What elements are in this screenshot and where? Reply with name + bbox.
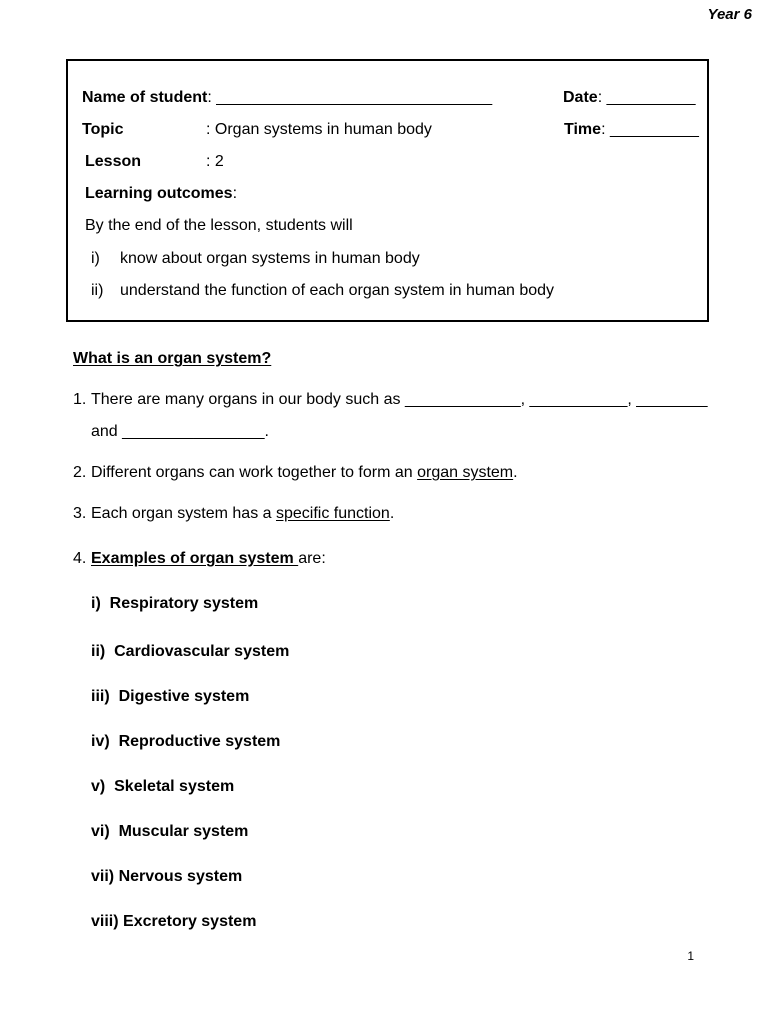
item-2-pre: Different organs can work together to form an <box>91 464 418 481</box>
item-4-post: are: <box>298 550 326 567</box>
item-2-post: . <box>513 464 518 481</box>
system-number: ii) <box>91 643 106 660</box>
organ-system-item <box>91 689 249 705</box>
lesson-value: : 2 <box>206 153 224 170</box>
system-name: Respiratory system <box>109 595 259 612</box>
learning-outcomes-heading <box>85 186 237 202</box>
list-number: 3. <box>73 505 87 522</box>
outcomes-colon: : <box>232 185 238 202</box>
organ-system-item <box>91 869 242 885</box>
time-blank: : __________ <box>601 121 699 138</box>
date-field <box>563 90 696 106</box>
list-number: 2. <box>73 464 87 481</box>
page-number: 1 <box>687 949 694 963</box>
topic-value: : Organ systems in human body <box>206 121 432 138</box>
system-number: vi) <box>91 823 110 840</box>
time-field <box>564 122 699 138</box>
outcomes-label: Learning outcomes <box>85 185 233 202</box>
examples-heading: Examples of organ system <box>91 550 299 567</box>
system-number: iii) <box>91 688 110 705</box>
date-blank: : __________ <box>597 89 696 106</box>
outcome-text: know about organ systems in human body <box>120 250 420 267</box>
system-number: v) <box>91 778 106 795</box>
item-4-text <box>91 551 326 567</box>
list-number: 4. <box>73 550 87 567</box>
outcome-number: i) <box>91 250 100 267</box>
topic-label: Topic <box>82 121 124 138</box>
specific-function-term: specific function <box>275 505 390 522</box>
system-name: Digestive system <box>118 688 250 705</box>
item-1-line-1: There are many organs in our body such as _____________, ___________, ________ <box>91 391 708 408</box>
system-name: Skeletal system <box>114 778 235 795</box>
organ-system-item <box>91 734 280 750</box>
lesson-label: Lesson <box>85 153 142 170</box>
organ-system-item <box>91 596 258 612</box>
outcome-number: ii) <box>91 282 104 299</box>
organ-system-term: organ system <box>417 464 514 481</box>
system-number: viii) <box>91 913 119 930</box>
system-name: Nervous system <box>118 868 243 885</box>
item-3-pre: Each organ system has a <box>91 505 276 522</box>
time-label: Time <box>564 121 602 138</box>
outcomes-intro: By the end of the lesson, students will <box>85 217 353 234</box>
system-name: Reproductive system <box>118 733 281 750</box>
name-label: Name of student <box>82 89 208 106</box>
system-name: Muscular system <box>118 823 249 840</box>
system-name: Excretory system <box>123 913 257 930</box>
list-number: 1. <box>73 391 87 408</box>
system-name: Cardiovascular system <box>114 643 290 660</box>
year-label: Year 6 <box>707 6 752 23</box>
organ-system-item <box>91 644 289 660</box>
system-number: vii) <box>91 868 115 885</box>
name-of-student-field <box>82 90 492 106</box>
system-number: iv) <box>91 733 110 750</box>
system-number: i) <box>91 595 101 612</box>
item-3-post: . <box>389 505 395 522</box>
name-blank: : _______________________________ <box>207 89 493 106</box>
organ-system-item <box>91 914 256 930</box>
item-2-text <box>91 465 518 481</box>
item-3-text <box>91 506 394 522</box>
item-1-line-2: and ________________. <box>91 423 269 440</box>
date-label: Date <box>563 89 598 106</box>
organ-system-item <box>91 779 234 795</box>
outcome-text: understand the function of each organ system in human body <box>120 282 555 299</box>
section-heading: What is an organ system? <box>73 350 272 367</box>
organ-system-item <box>91 824 248 840</box>
